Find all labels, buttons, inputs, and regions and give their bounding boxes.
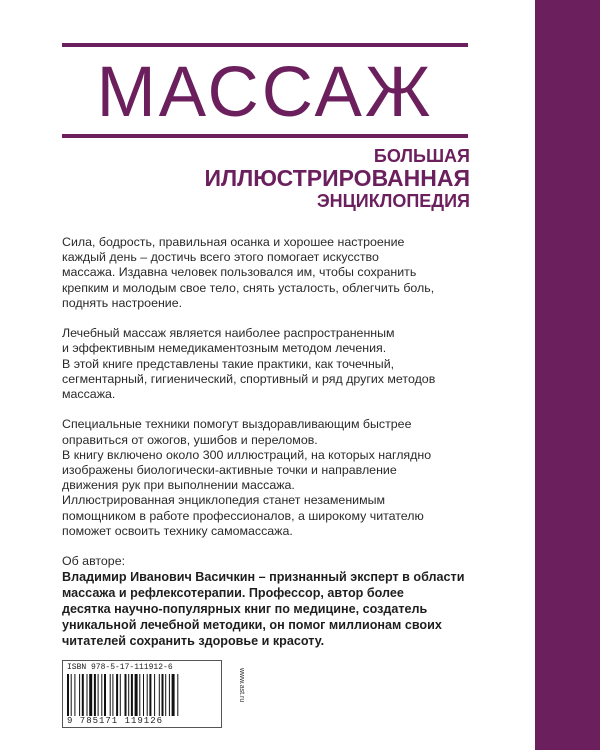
barcode-stripe [165, 674, 166, 716]
isbn-number: ISBN 978-5-17-111912-6 [67, 663, 173, 672]
barcode-stripe [71, 674, 72, 716]
about-author-text: Владимир Иванович Васичкин – признанный эксперт в области массажа и рефлексотерапии. Профессор, автор более десятка научно-популярных книг по медицине, создатель уникальной лечебной методики, он помог миллионам своих читателей сохранить здоровье и красоту. [62, 570, 465, 649]
barcode-stripe [67, 674, 69, 716]
barcode-stripe [172, 674, 175, 716]
barcode-stripe [120, 674, 121, 716]
barcode-stripe [131, 674, 133, 716]
barcode-stripe [154, 674, 155, 716]
barcode-stripe [82, 674, 84, 716]
barcode-stripe [125, 674, 127, 716]
barcode-stripe [94, 674, 96, 716]
paragraph-techniques: Специальные техники помогут выздоравливающим быстрее оправиться от ожогов, ушибов и переломов. В книгу включено около 300 иллюстраций, на которых наглядно изображены биологически-активные точки и направление движения рук при выполнении массажа. Иллюстрированная энциклопедия станет незаменимым помощником в работе профессионалов, а широкому читателю поможет освоить технику самомассажа. [62, 417, 432, 538]
barcode-stripe [149, 674, 151, 716]
barcode-stripe [98, 674, 99, 716]
barcode-bars [67, 674, 217, 716]
barcode-stripe [116, 674, 118, 716]
barcode-stripe [101, 674, 102, 716]
barcode-stripe [162, 674, 164, 716]
subtitle-line-1: БОЛЬШАЯ [373, 146, 470, 166]
barcode-stripe [139, 674, 140, 716]
annotation-text [62, 235, 492, 649]
barcode-stripe [104, 674, 106, 716]
barcode-stripe [143, 674, 144, 716]
isbn-barcode [62, 660, 222, 728]
barcode-digits: 9 785171 119126 [67, 716, 164, 726]
barcode-stripe [79, 674, 80, 716]
title-top-rule [62, 43, 468, 47]
about-author-label: Об авторе: [62, 554, 126, 569]
barcode-stripe [110, 674, 111, 716]
subtitle-line-3: ЭНЦИКЛОПЕДИЯ [316, 191, 470, 211]
book-subtitle [62, 146, 470, 211]
barcode-stripe [147, 674, 148, 716]
barcode-stripe [135, 674, 138, 716]
barcode-stripe [89, 674, 92, 716]
barcode-stripe [74, 674, 75, 716]
barcode-stripe [128, 674, 129, 716]
barcode-stripe [169, 674, 170, 716]
barcode-stripe [87, 674, 88, 716]
paragraph-therapeutic: Лечебный массаж является наиболее распространенным и эффективным немедикаментозным методом лечения. В этой книге представлены такие практики, как точечный, сегментарный, гигиенический, спортивный и ряд других методов массажа. [62, 326, 436, 402]
title-bottom-rule [62, 134, 468, 138]
publisher-website: www.ast.ru [238, 668, 245, 703]
paragraph-intro: Сила, бодрость, правильная осанка и хорошее настроение каждый день – достичь всего этого помогает искусство массажа. Издавна человек пользовался им, чтобы сохранить крепким и молодым свое тело, снять усталость, облегчить боль, поднять настроение. [62, 235, 435, 310]
book-title: МАССАЖ [96, 53, 434, 132]
purple-spine-band [535, 0, 600, 750]
barcode-stripe [177, 674, 178, 716]
barcode-stripe [112, 674, 113, 716]
barcode-stripe [159, 674, 160, 716]
subtitle-line-2: ИЛЛЮСТРИРОВАННАЯ [204, 165, 470, 191]
